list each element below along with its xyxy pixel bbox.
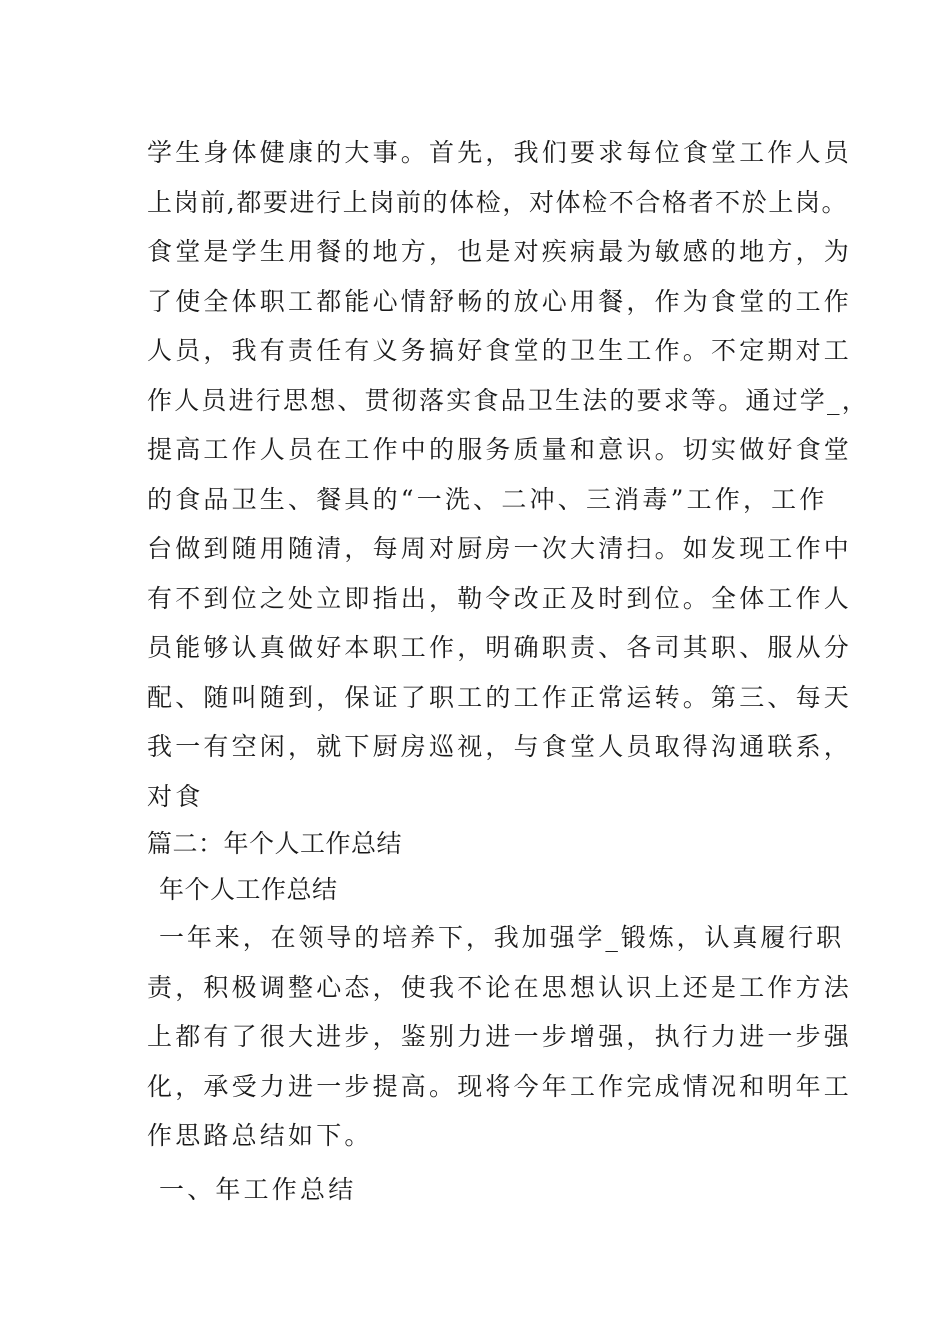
body-line: 提高工作人员在工作中的服务质量和意识。切实做好食堂 <box>147 435 853 464</box>
body-line: 员能够认真做好本职工作，明确职责、各司其职、服从分 <box>147 633 853 662</box>
intro-line: 作思路总结如下。 <box>147 1121 373 1150</box>
body-line: 食堂是学生用餐的地方，也是对疾病最为敏感的地方，为 <box>147 237 853 266</box>
body-line: 对食 <box>147 781 204 811</box>
part-heading: 一、年工作总结 <box>159 1174 357 1204</box>
body-line: 了使全体职工都能心情舒畅的放心用餐，作为食堂的工作 <box>147 286 853 316</box>
body-line: 配、随叫随到，保证了职工的工作正常运转。第三、每天 <box>147 682 853 712</box>
body-line: 作人员进行思想、贯彻落实食品卫生法的要求等。通过学_， <box>147 385 869 415</box>
section-heading: 篇二：年个人工作总结 <box>147 829 403 858</box>
body-line: 我一有空闲，就下厨房巡视，与食堂人员取得沟通联系， <box>147 732 853 761</box>
body-line: 有不到位之处立即指出，勒令改正及时到位。全体工作人 <box>147 583 853 613</box>
sub-heading: 年个人工作总结 <box>159 875 338 904</box>
intro-line: 一年来，在领导的培养下，我加强学_锻炼，认真履行职 <box>159 923 845 952</box>
body-line: 学生身体健康的大事。首先，我们要求每位食堂工作人员 <box>147 138 853 167</box>
body-line: 的食品卫生、餐具的“一洗、二冲、三消毒”工作，工作 <box>147 484 828 514</box>
intro-line: 上都有了很大进步，鉴别力进一步增强，执行力进一步强 <box>147 1022 853 1051</box>
body-line: 台做到随用随清，每周对厨房一次大清扫。如发现工作中 <box>147 534 853 563</box>
body-line: 上岗前,都要进行上岗前的体检，对体检不合格者不於上岗。 <box>147 187 849 217</box>
intro-line: 化，承受力进一步提高。现将今年工作完成情况和明年工 <box>147 1071 853 1101</box>
body-line: 人员，我有责任有义务搞好食堂的卫生工作。不定期对工 <box>147 336 853 365</box>
intro-line: 责，积极调整心态，使我不论在思想认识上还是工作方法 <box>147 972 853 1002</box>
document-body <box>147 128 869 1214</box>
